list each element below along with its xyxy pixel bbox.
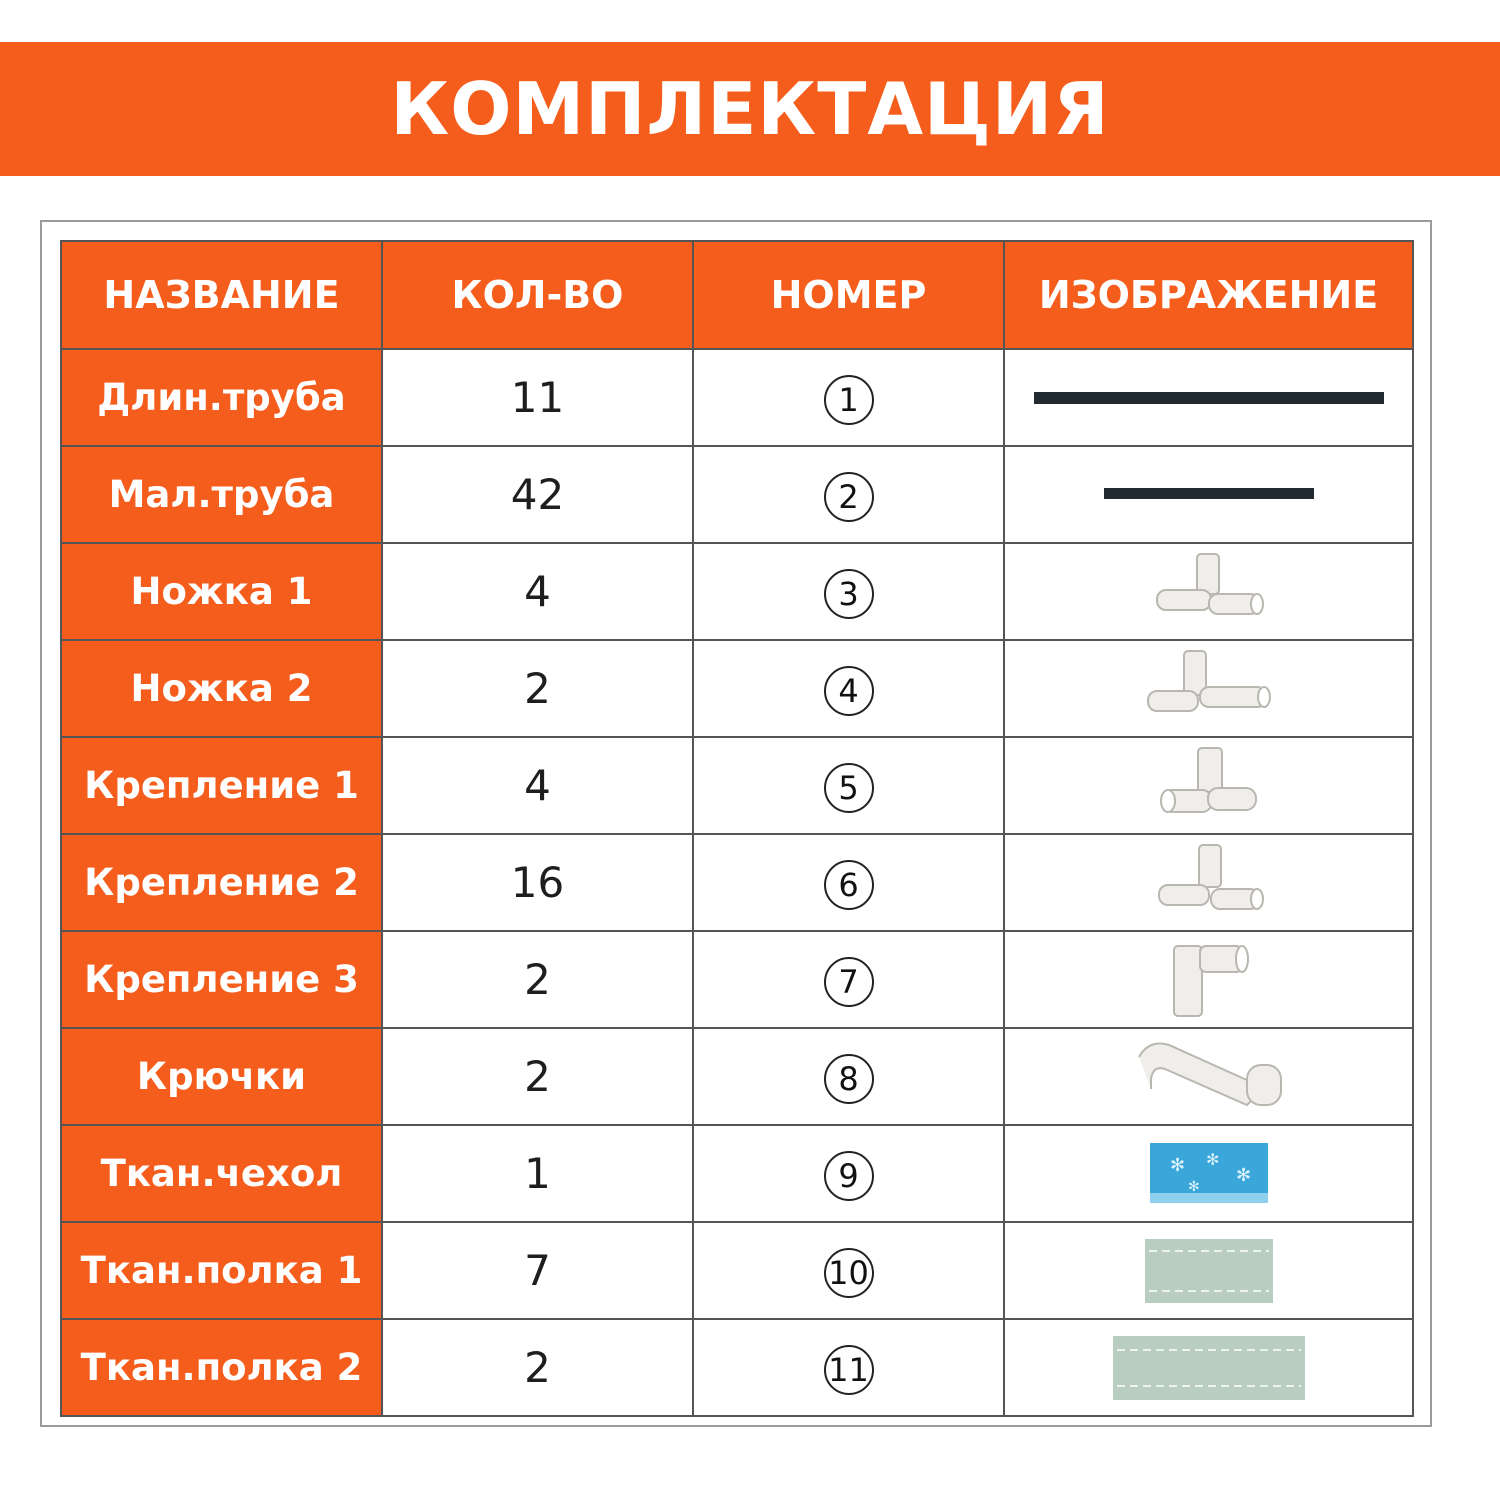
header-image: ИЗОБРАЖЕНИЕ <box>1004 241 1413 349</box>
item-quantity: 4 <box>382 737 693 834</box>
item-name: Мал.труба <box>61 446 382 543</box>
item-quantity: 2 <box>382 1319 693 1416</box>
table-row <box>61 1222 1413 1319</box>
item-image-cell <box>1004 1125 1413 1222</box>
item-name: Ткан.полка 2 <box>61 1319 382 1416</box>
item-image-cell <box>1004 1028 1413 1125</box>
item-number-cell <box>693 737 1004 834</box>
leg-connector-1-icon <box>1005 550 1412 634</box>
long-pipe-icon <box>1005 383 1412 413</box>
item-number: 5 <box>824 763 874 813</box>
table-row <box>61 446 1413 543</box>
item-number-cell <box>693 834 1004 931</box>
table-row <box>61 931 1413 1028</box>
item-quantity: 1 <box>382 1125 693 1222</box>
item-number-cell <box>693 1028 1004 1125</box>
item-name: Ножка 1 <box>61 543 382 640</box>
item-quantity: 4 <box>382 543 693 640</box>
item-number: 11 <box>824 1345 874 1395</box>
item-quantity: 2 <box>382 640 693 737</box>
svg-text:✻: ✻ <box>1205 1149 1219 1169</box>
svg-text:✻: ✻ <box>1169 1154 1185 1176</box>
item-name: Крючки <box>61 1028 382 1125</box>
fabric-shelf-2-icon <box>1005 1330 1412 1406</box>
leg-connector-2-icon <box>1005 647 1412 731</box>
item-number-cell <box>693 1222 1004 1319</box>
table-row <box>61 1125 1413 1222</box>
item-number-cell <box>693 446 1004 543</box>
item-number-cell <box>693 1319 1004 1416</box>
table-row <box>61 640 1413 737</box>
item-quantity: 42 <box>382 446 693 543</box>
table-row <box>61 834 1413 931</box>
item-image-cell <box>1004 640 1413 737</box>
item-number: 10 <box>824 1248 874 1298</box>
header-name: НАЗВАНИЕ <box>61 241 382 349</box>
page-title: КОМПЛЕКТАЦИЯ <box>390 67 1110 151</box>
item-image-cell <box>1004 349 1413 446</box>
item-name: Крепление 1 <box>61 737 382 834</box>
table-row <box>61 1028 1413 1125</box>
item-number: 9 <box>824 1151 874 1201</box>
item-name: Крепление 3 <box>61 931 382 1028</box>
item-number: 4 <box>824 666 874 716</box>
item-number: 2 <box>824 472 874 522</box>
item-name: Крепление 2 <box>61 834 382 931</box>
item-number-cell <box>693 349 1004 446</box>
table-row <box>61 737 1413 834</box>
item-image-cell <box>1004 834 1413 931</box>
title-banner <box>0 42 1500 176</box>
item-image-cell <box>1004 1222 1413 1319</box>
item-image-cell <box>1004 931 1413 1028</box>
short-pipe-icon <box>1005 480 1412 510</box>
fabric-cover-icon <box>1005 1137 1412 1211</box>
header-row <box>61 241 1413 349</box>
item-quantity: 16 <box>382 834 693 931</box>
connector-3-icon <box>1005 938 1412 1022</box>
item-number: 7 <box>824 957 874 1007</box>
item-number-cell <box>693 640 1004 737</box>
item-quantity: 11 <box>382 349 693 446</box>
connector-2-icon <box>1005 841 1412 925</box>
svg-text:✻: ✻ <box>1187 1178 1200 1195</box>
header-qty: КОЛ-ВО <box>382 241 693 349</box>
item-name: Ткан.чехол <box>61 1125 382 1222</box>
svg-text:✻: ✻ <box>1235 1164 1251 1186</box>
item-number: 3 <box>824 569 874 619</box>
hook-icon <box>1005 1035 1412 1119</box>
item-number-cell <box>693 931 1004 1028</box>
table-row <box>61 543 1413 640</box>
item-quantity: 7 <box>382 1222 693 1319</box>
item-name: Ножка 2 <box>61 640 382 737</box>
table-row <box>61 1319 1413 1416</box>
item-image-cell <box>1004 543 1413 640</box>
header-number: НОМЕР <box>693 241 1004 349</box>
item-image-cell <box>1004 737 1413 834</box>
item-number-cell <box>693 1125 1004 1222</box>
fabric-shelf-1-icon <box>1005 1233 1412 1309</box>
item-name: Ткан.полка 1 <box>61 1222 382 1319</box>
item-quantity: 2 <box>382 931 693 1028</box>
item-image-cell <box>1004 1319 1413 1416</box>
contents-table <box>60 240 1414 1417</box>
item-number: 8 <box>824 1054 874 1104</box>
table-row <box>61 349 1413 446</box>
item-quantity: 2 <box>382 1028 693 1125</box>
item-image-cell <box>1004 446 1413 543</box>
item-number: 6 <box>824 860 874 910</box>
item-number-cell <box>693 543 1004 640</box>
item-number: 1 <box>824 375 874 425</box>
connector-1-icon <box>1005 744 1412 828</box>
item-name: Длин.труба <box>61 349 382 446</box>
